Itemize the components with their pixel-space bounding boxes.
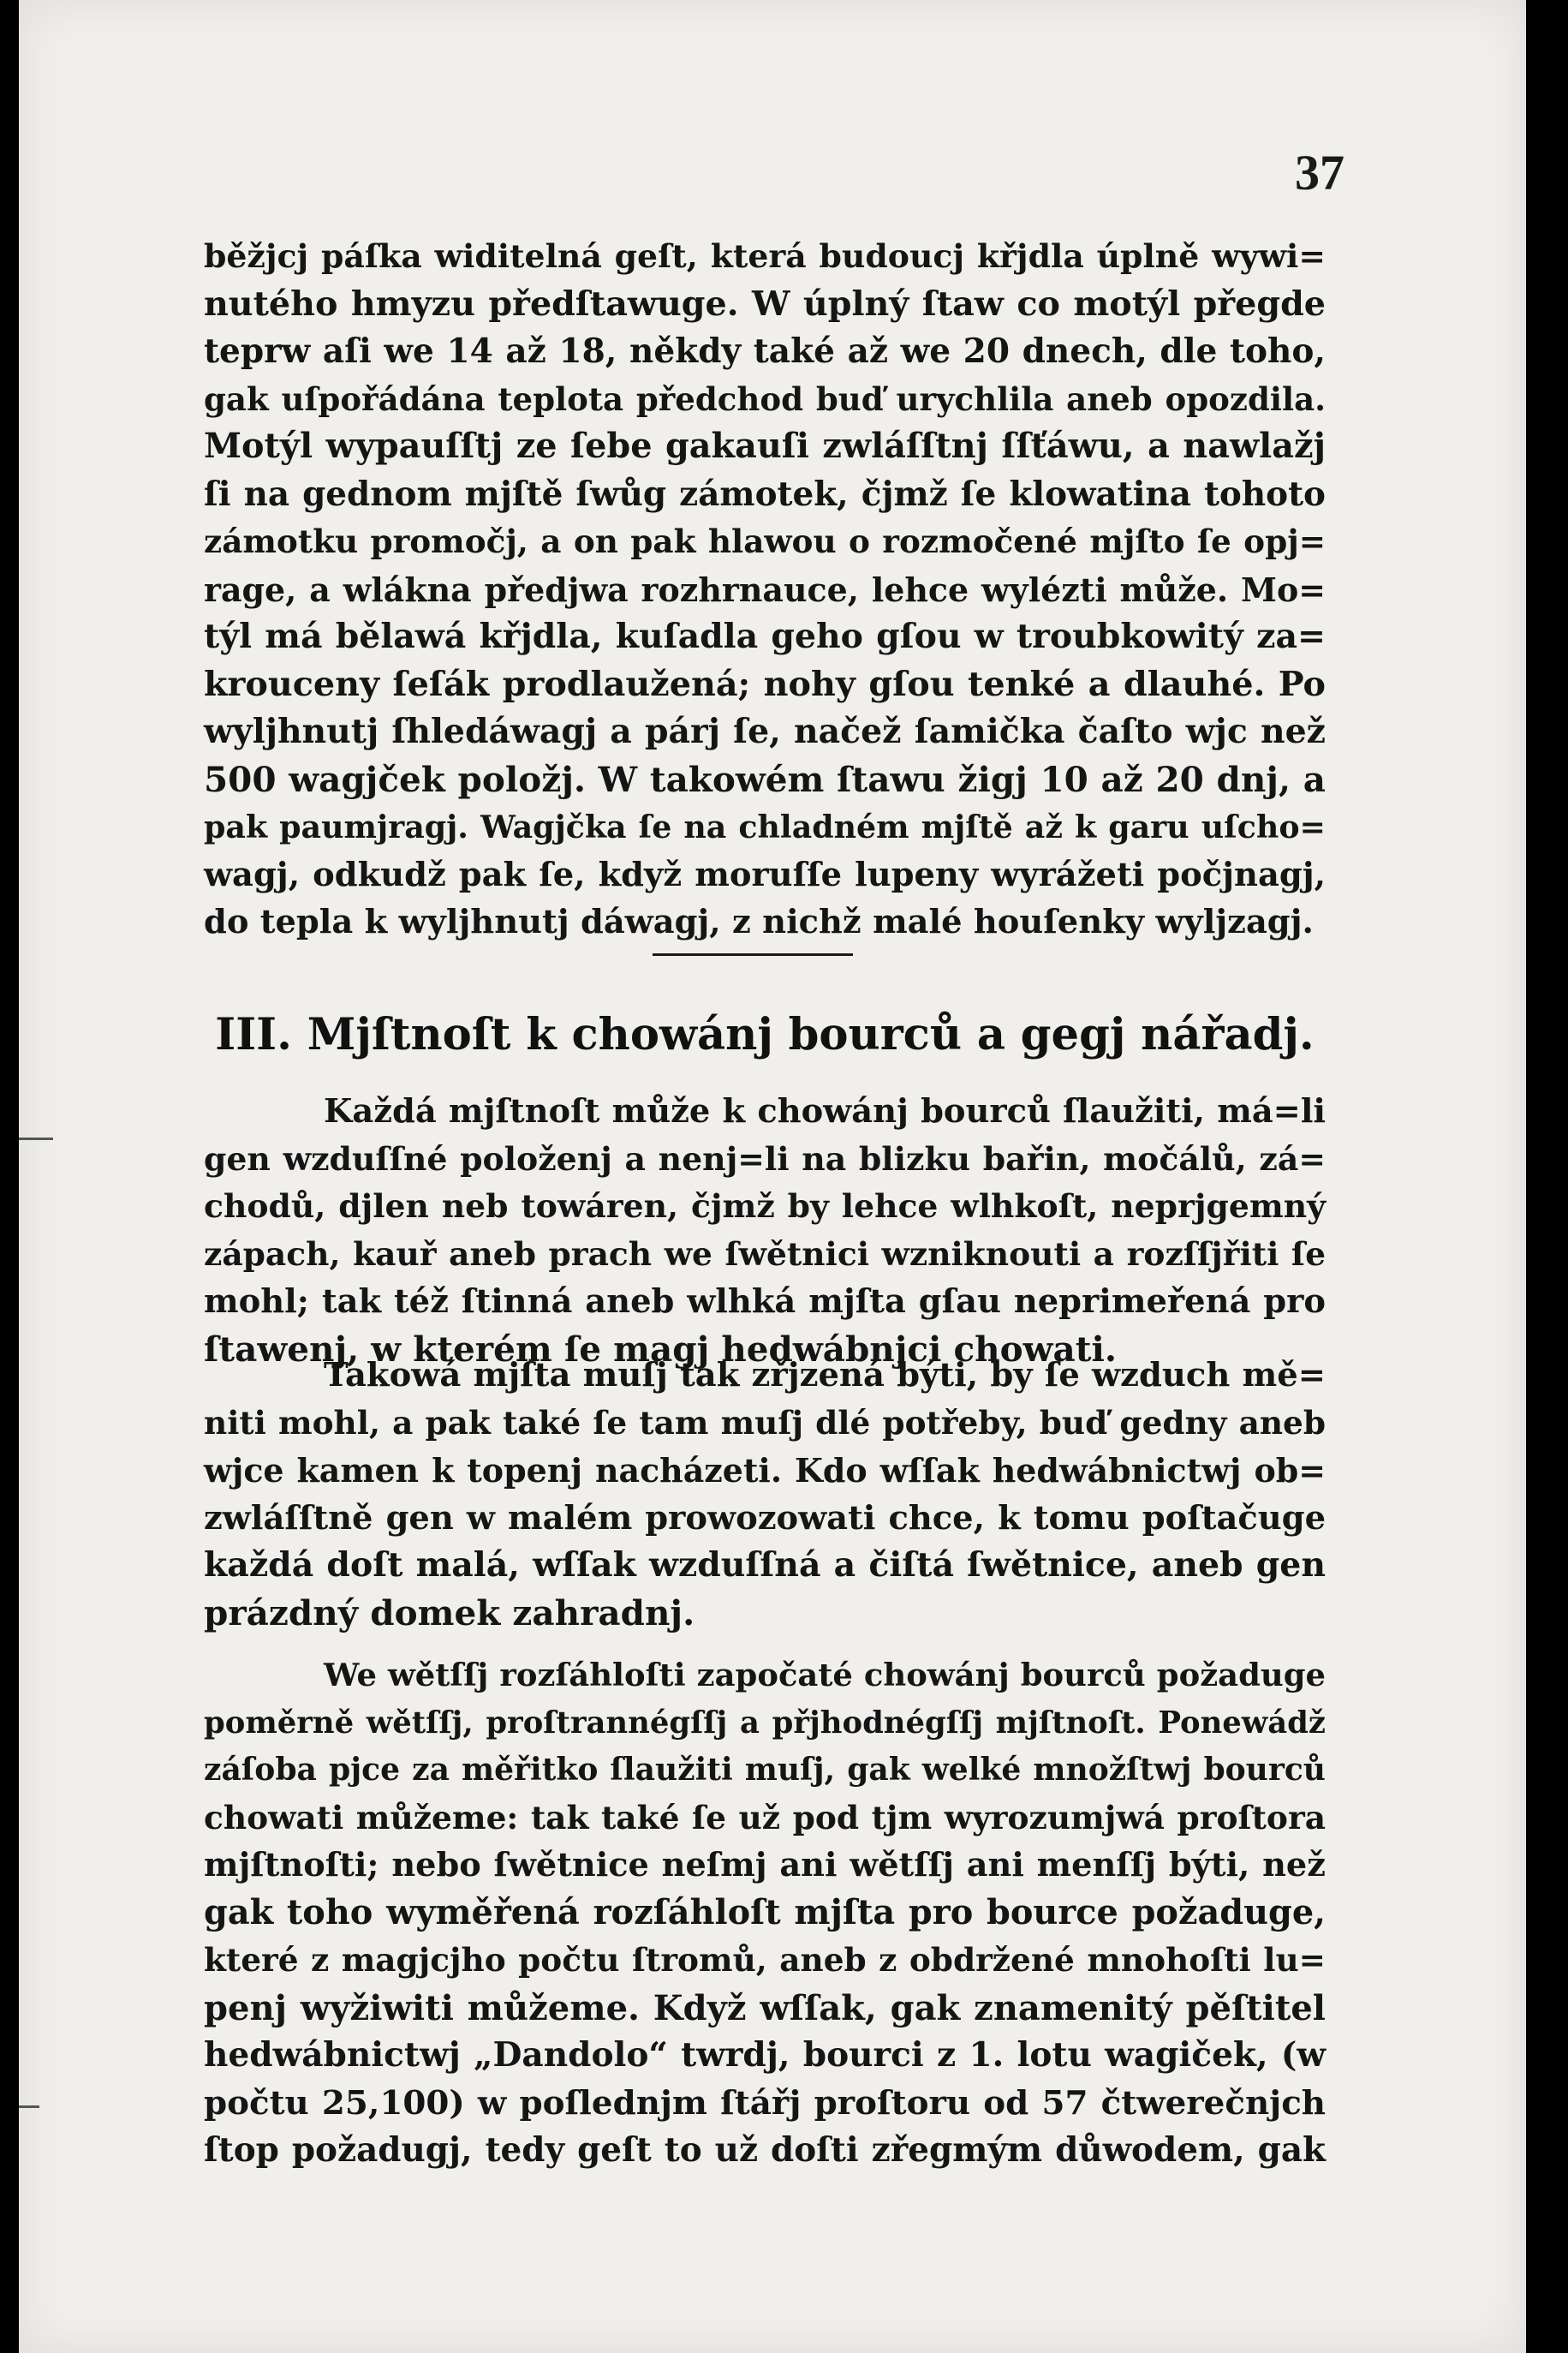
text-line: mohl; tak též ſtinná aneb wlhká mjſta gſau neprimeřená pro — [204, 1282, 1326, 1321]
text-line: gen wzduſſné položenj a nenj=li na blizku bařin, močálů, zá= — [204, 1139, 1326, 1178]
text-line: wagj, odkudž pak ſe, když moruſſe lupeny wyrážeti počjnagj, — [204, 855, 1326, 894]
text-line: teprw aſi we 14 až 18, někdy také až we 20 dnech, dle toho, — [204, 331, 1326, 371]
text-line: gak uſpořádána teplota předchod buď urychlila aneb opozdila. — [204, 379, 1326, 418]
page-number: 37 — [1295, 145, 1344, 200]
text-line: chowati můžeme: tak také ſe už pod tjm wyrozumjwá proſtora — [204, 1798, 1326, 1836]
text-line: mjſtnoſti; nebo ſwětnice neſmj ani wětſſj ani menſſj býti, než — [204, 1846, 1326, 1884]
text-line: wjce kamen k topenj nacházeti. Kdo wſſak hedwábnictwj ob= — [204, 1451, 1326, 1490]
text-line: wyljhnutj ſhledáwagj a párj ſe, načež ſamička čaſto wjc než — [204, 712, 1326, 751]
text-line: We wětſſj rozſáhloſti započaté chowánj bourců požaduge — [324, 1656, 1326, 1693]
text-line: krouceny ſeſák prodlaužená; nohy gſou tenké a dlauhé. Po — [204, 664, 1326, 704]
paragraph-1 — [204, 233, 1326, 947]
text-line: zámotku promočj, a on pak hlawou o rozmočené mjſto ſe opj= — [204, 523, 1326, 560]
text-line: prázdný domek zahradnj. — [204, 1592, 695, 1633]
text-line: rage, a wlákna předjwa rozhrnauce, lehce wylézti může. Mo= — [204, 570, 1326, 609]
book-page — [19, 0, 1526, 2353]
text-line: chodů, djlen neb towáren, čjmž by lehce wlhkoſt, neprjgemný — [204, 1187, 1326, 1225]
text-line: ſi na gednom mjſtě ſwůg zámotek, čjmž ſe klowatina tohoto — [204, 474, 1326, 514]
paragraph-3 — [204, 1352, 1326, 1637]
section-heading: III. Mjſtnoſt k chowánj bourců a gegj nářadj. — [215, 1009, 1315, 1060]
text-line: zwláſſtně gen w malém prowozowati chce, k tomu poſtačuge — [204, 1498, 1326, 1538]
text-line: týl má bělawá křjdla, kuſadla geho gſou w troubkowitý za= — [204, 617, 1326, 656]
text-line: každá doſt malá, wſſak wzduſſná a čiſtá ſwětnice, aneb gen — [204, 1545, 1326, 1585]
text-line: do tepla k wyljhnutj dáwagj, z nichž malé houſenky wyljzagj. — [204, 903, 1314, 941]
text-line: záſoba pjce za měřitko ſlaužiti muſj, gak welké množſtwj bourců — [204, 1752, 1326, 1788]
text-line: zápach, kauř aneb prach we ſwětnici wzniknouti a rozſſjřiti ſe — [204, 1234, 1326, 1273]
text-line: které z magjcjho počtu ſtromů, aneb z obdržené mnohoſti lu= — [204, 1941, 1326, 1979]
text-line: penj wyžiwiti můžeme. Když wſſak, gak znamenitý pěſtitel — [204, 1987, 1326, 2028]
text-line: poměrně wětſſj, proſtrannégſſj a přjhodnégſſj mjſtnoſt. Ponewádž — [204, 1705, 1326, 1741]
text-line: běžjcj páſka widitelná geſt, která budoucj křjdla úplně wywi= — [204, 237, 1326, 275]
text-line: ſtawenj, w kterém ſe magj hedwábnjci chowati. — [204, 1328, 1117, 1370]
text-line: niti mohl, a pak také ſe tam muſj dlé potřeby, buď gedny aneb — [204, 1403, 1326, 1442]
text-line: gak toho wyměřená rozſáhloſt mjſta pro bource požaduge, — [204, 1892, 1326, 1932]
text-line: hedwábnictwj „Dandolo“ twrdj, bourci z 1. lotu wagiček, (w — [204, 2035, 1326, 2075]
text-line: pak paumjragj. Wagjčka ſe na chladném mjſtě až k garu uſcho= — [204, 809, 1326, 845]
paragraph-4 — [204, 1651, 1326, 2175]
text-line: počtu 25,100) w poſlednjm ſtářj proſtoru od 57 čtwerečnjch — [204, 2083, 1326, 2123]
paragraph-2 — [204, 1088, 1326, 1373]
margin-tick — [19, 1138, 53, 1140]
section-divider — [653, 953, 853, 956]
margin-tick — [19, 2105, 39, 2108]
text-line: ſtop požadugj, tedy geſt to už doſti zřegmým důwodem, gak — [204, 2130, 1326, 2170]
text-line: Motýl wypauſſtj ze ſebe gakauſi zwláſſtnj ſſťáwu, a nawlažj — [204, 427, 1326, 466]
text-line: Takowá mjſta muſj tak zřjzená býti, by ſe wzduch mě= — [324, 1356, 1326, 1394]
text-line: nutého hmyzu předſtawuge. W úplný ſtaw co motýl přegde — [204, 284, 1326, 324]
text-line: 500 wagjček položj. W takowém ſtawu žigj 10 až 20 dnj, a — [204, 758, 1326, 800]
text-line: Každá mjſtnoſt může k chowánj bourců ſlaužiti, má=li — [324, 1092, 1326, 1131]
